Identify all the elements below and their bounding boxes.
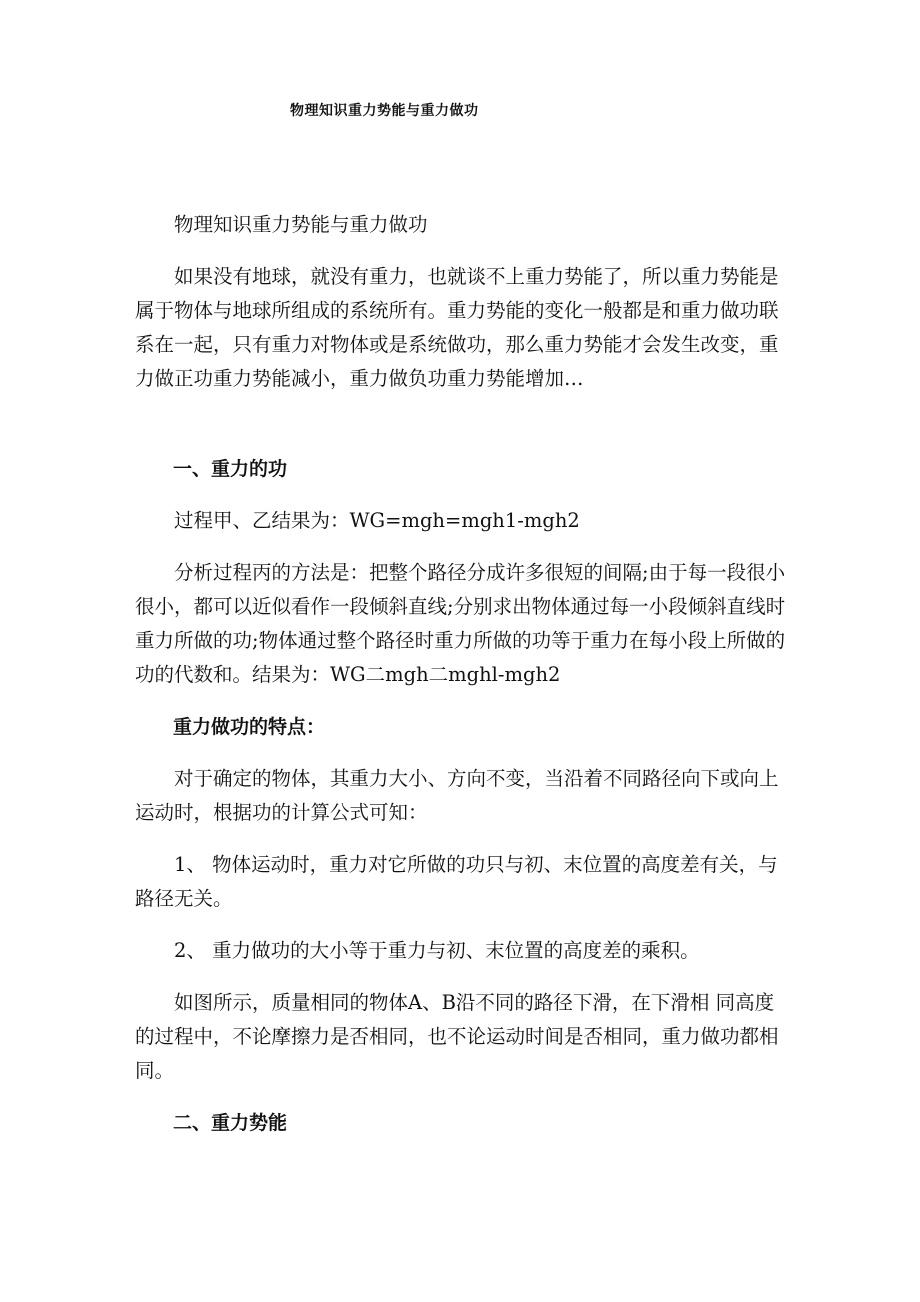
- page-header: 物理知识重力势能与重力做功: [290, 103, 479, 119]
- document-title: 物理知识重力势能与重力做功: [174, 213, 428, 236]
- section1-heading: 一、重力的功: [173, 458, 288, 480]
- analysis-paragraph: 分析过程丙的方法是：把整个路径分成许多很短的间隔;由于每一段很小很小，都可以近似看作一段倾斜直线;分别求出物体通过每一小段倾斜直线时重力所做的功;物体通过整个路径时重力所做的功等于重力在每小段上所做的功的代数和。结果为：WG二mgh二mghl-mgh2: [135, 561, 786, 686]
- document-body: [135, 208, 790, 1140]
- feature-item-1: 1、 物体运动时，重力对它所做的功只与初、末位置的高度差有关，与路径无关。: [135, 853, 778, 910]
- feature-item-2: 2、 重力做功的大小等于重力与初、末位置的高度差的乘积。: [174, 939, 700, 962]
- features-paragraph: 对于确定的物体，其重力大小、方向不变，当沿着不同路径向下或向上运动时，根据功的计算公式可知：: [135, 767, 779, 824]
- section2-heading: 二、重力势能: [173, 1112, 288, 1134]
- example-paragraph: 如图所示，质量相同的物体A、B沿不同的路径下滑，在下滑相 同高度的过程中，不论摩擦力是否相同，也不论运动时间是否相同，重力做功都相同。: [135, 991, 779, 1082]
- result-paragraph: 过程甲、乙结果为：WG=mgh=mgh1-mgh2: [174, 509, 580, 532]
- features-heading: 重力做功的特点：: [173, 716, 326, 738]
- intro-paragraph: 如果没有地球，就没有重力，也就谈不上重力势能了，所以重力势能是属于物体与地球所组成的系统所有。重力势能的变化一般都是和重力做功联系在一起，只有重力对物体或是系统做功，那么重力势能才会发生改变，重力做正功重力势能减小，重力做负功重力势能增加…: [135, 265, 779, 390]
